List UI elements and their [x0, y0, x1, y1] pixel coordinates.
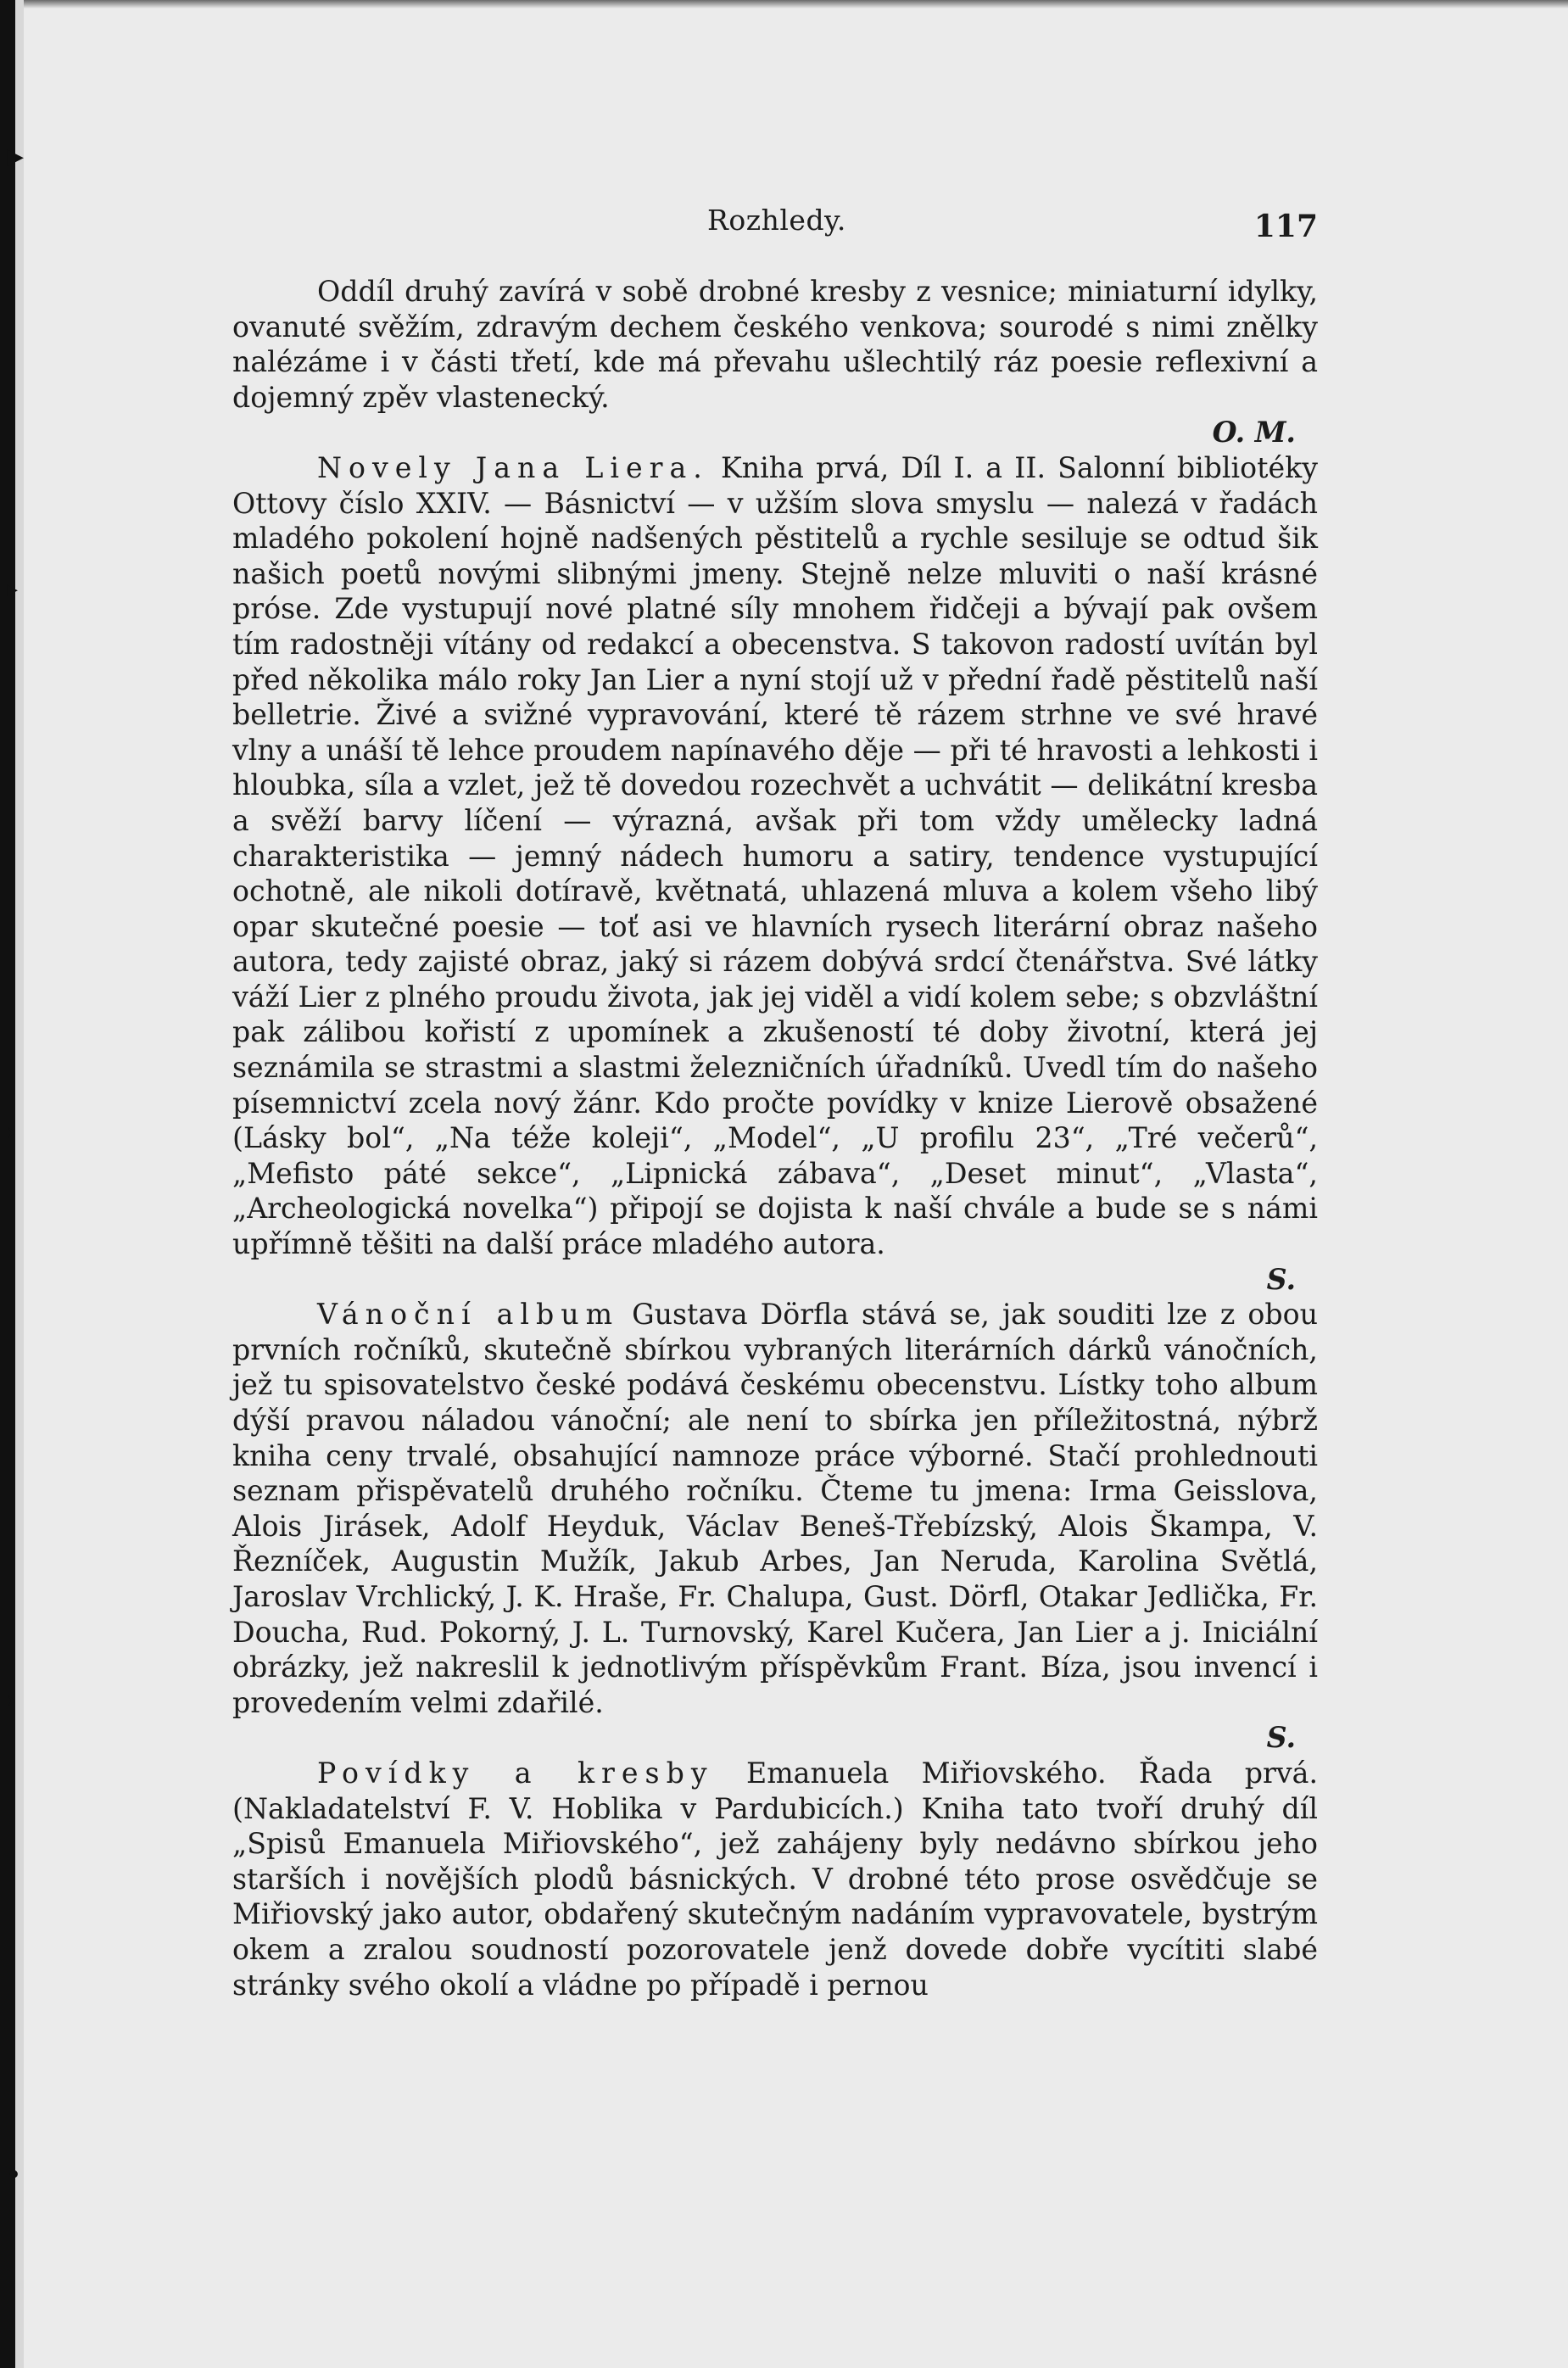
review-title: Vánoční album [317, 1298, 620, 1332]
margin-mark: › [7, 1688, 16, 1713]
signature: S. [1266, 1262, 1296, 1296]
margin-mark: ▸ [7, 577, 19, 602]
signature-line [232, 415, 1318, 450]
review-title: Novely Jana Liera. [317, 450, 709, 484]
review-title: Povídky a kresby [317, 1756, 714, 1790]
margin-mark: ▶ [7, 144, 24, 170]
page-header [232, 204, 1318, 246]
paragraph [232, 450, 1318, 1297]
page-number: 117 [1253, 209, 1318, 244]
paragraph-text: Emanuela Miřiovského. Řada prvá. (Nakladatelství F. V. Hoblika v Pardubicích.) Kniha tato tvoří druhý díl „Spisů Emanuela Miřiovského“, jež zahájeny byly nedávno sbírkou jeho starších i novějších plodů básnických. V drobné této prose osvědčuje se Miřiovský jako autor, obdařený skutečným nadáním vypravovatele, bystrým okem a zralou soudností pozorovatele jenž dovede dobře vycítiti slabé stránky svého okolí a vládne po případě i pernou [232, 1756, 1318, 2002]
signature-line [232, 1262, 1318, 1298]
paragraph [232, 1756, 1318, 2002]
scan-binding-edge [0, 0, 15, 2368]
paragraph-text: Gustava Dörfla stává se, jak souditi lze z obou prvních ročníků, skutečně sbírkou vybraných literárních dárků vánočních, jež tu spisovatelstvo české podává českému obecenstvu. Lístky toho album dýší pravou náladou vánoční; ale není to sbírka jen příležitostná, nýbrž kniha ceny trvalé, obsahující namnoze práce výborné. Stačí prohlednouti seznam přispěvatelů druhého ročníku. Čteme tu jmena: Irma Geisslova, Alois Jirásek, Adolf Heyduk, Václav Beneš-Třebízský, Alois Škampa, V. Řezníček, Augustin Mužík, Jakub Arbes, Jan Neruda, Karolina Světlá, Jaroslav Vrchlický, J. K. Hraše, Fr. Chalupa, Gust. Dörfl, Otakar Jedlička, Fr. Doucha, Rud. Pokorný, J. L. Turnovský, Karel Kučera, Jan Lier a j. Iniciální obrázky, jež nakreslil k jednotlivým příspěvkům Frant. Bíza, jsou invencí i provedením velmi zdařilé. [232, 1298, 1318, 1719]
signature: O. M. [1212, 416, 1296, 450]
scan-top-edge [0, 0, 1568, 8]
margin-mark: › [7, 1120, 16, 1145]
signature-line [232, 1720, 1318, 1756]
signature: S. [1266, 1721, 1296, 1755]
paragraph [232, 1297, 1318, 1756]
paragraph-text: Oddíl druhý zavírá v sobě drobné kresby z vesnice; miniaturní idylky, ovanuté svěžím, zdravým dechem českého venkova; sourodé s nimi znělky nalézáme i v části třetí, kde má převahu ušlechtilý ráz poesie reflexivní a dojemný zpěv vlastenecký. [232, 275, 1318, 414]
paragraph-text: Kniha prvá, Díl I. a II. Salonní bibliotéky Ottovy číslo XXIV. — Básnictví — v užším slova smyslu — nalezá v řadách mladého pokolení hojně nadšených pěstitelů a rychle sesiluje se odtud šik našich poetů novými slibnými jmeny. Stejně nelze mluviti o naší krásné próse. Zde vystupují nové platné síly mnohem řidčeji a bývají pak ovšem tím radostněji vítány od redakcí a obecenstva. S takovon radostí uvítán byl před několika málo roky Jan Lier a nyní stojí už v přední řadě pěstitelů naší belletrie. Živé a svižné vypravování, které tě rázem strhne ve své hravé vlny a unáší tě lehce proudem napínavého děje — při té hravosti a lehkosti i hloubka, síla a vzlet, jež tě dovedou rozechvět a uchvátit — delikátní kresba a svěží barvy líčení — výrazná, avšak při tom vždy umělecky ladná charakteristika — jemný nádech humoru a satiry, tendence vystupující ochotně, ale nikoli dotíravě, květnatá, uhlazená mluva a kolem všeho libý opar skutečné poesie — toť asi ve hlavních rysech literární obraz našeho autora, tedy zajisté obraz, jaký si rázem dobývá srdcí čtenářstva. Své látky váží Lier z plného proudu života, jak jej viděl a vidí kolem sebe; s obzvláštní pak zálibou kořistí z upomínek a zkušeností té doby životní, která jej seznámila se strastmi a slastmi železničních úřadníků. Uvedl tím do našeho písemnictví zcela nový žánr. Kdo pročte povídky v knize Lierově obsažené (Lásky bol“, „Na téže koleji“, „Model“, „U profilu 23“, „Tré večerů“, „Mefisto páté sekce“, „Lipnická zábava“, „Deset minut“, „Vlasta“, „Archeologická novelka“) připojí se dojista k naší chvále a bude se s námi upřímně těšiti na další práce mladého autora. [232, 450, 1318, 1261]
margin-mark: • [7, 2163, 21, 2188]
paragraph [232, 274, 1318, 450]
running-title: Rozhledy. [707, 204, 846, 237]
body-text [232, 274, 1318, 2002]
scan-binding-shadow [15, 0, 24, 2368]
